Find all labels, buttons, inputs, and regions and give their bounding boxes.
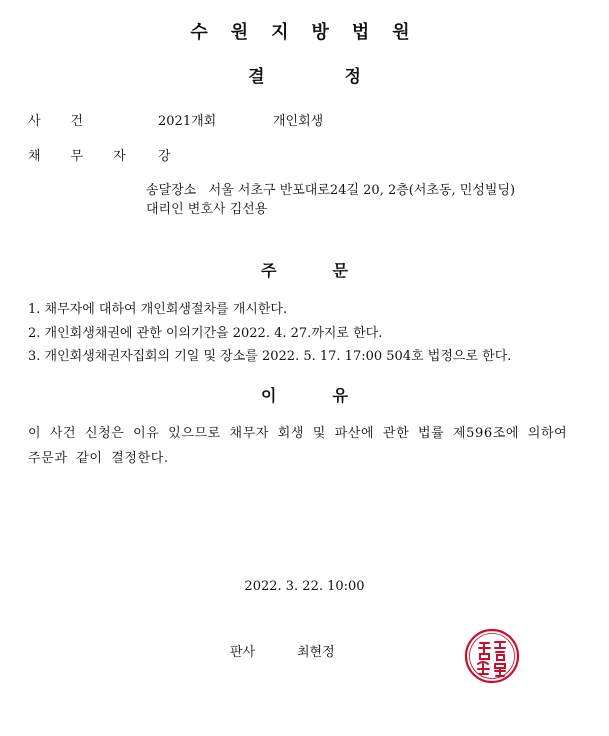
debtor-label: 채무자 [28, 149, 156, 164]
document-title: 결정 [248, 67, 441, 87]
judge-name: 최현정 [297, 645, 335, 660]
decision-date: 2022. 3. 22. 10:00 [244, 579, 365, 594]
reason-text: 이 사건 신청은 이유 있으므로 채무자 회생 및 파산에 관한 법률 제596조에 의하여 주문과 같이 결정한다. [28, 426, 568, 466]
order-item-1: 1. 채무자에 대하여 개인회생절차를 개시한다. [28, 302, 288, 317]
reason-title: 이유 [261, 386, 404, 405]
case-label: 사건 [28, 114, 114, 129]
court-seal-icon [464, 628, 520, 684]
order-title: 주문 [261, 261, 404, 280]
case-type: 개인회생 [273, 114, 324, 129]
attorney: 대리인 변호사 김선용 [146, 202, 268, 217]
order-item-2: 2. 개인회생채권에 관한 이의기간을 2022. 4. 27.까지로 한다. [28, 326, 383, 341]
delivery-address [146, 179, 515, 198]
case-number: 2021개회 [158, 114, 217, 129]
delivery-address-label: 송달장소 [146, 183, 197, 198]
judge-label: 판사 [230, 645, 256, 660]
debtor-name: 강 [158, 149, 171, 164]
court-name: 수원지방법원 [190, 22, 433, 43]
order-item-3: 3. 개인회생채권자집회의 기일 및 장소를 2022. 5. 17. 17:00 504호 법정으로 한다. [28, 349, 512, 364]
delivery-address-value: 서울 서초구 반포대로24길 20, 2층(서초동, 민성빌딩) [208, 183, 516, 198]
